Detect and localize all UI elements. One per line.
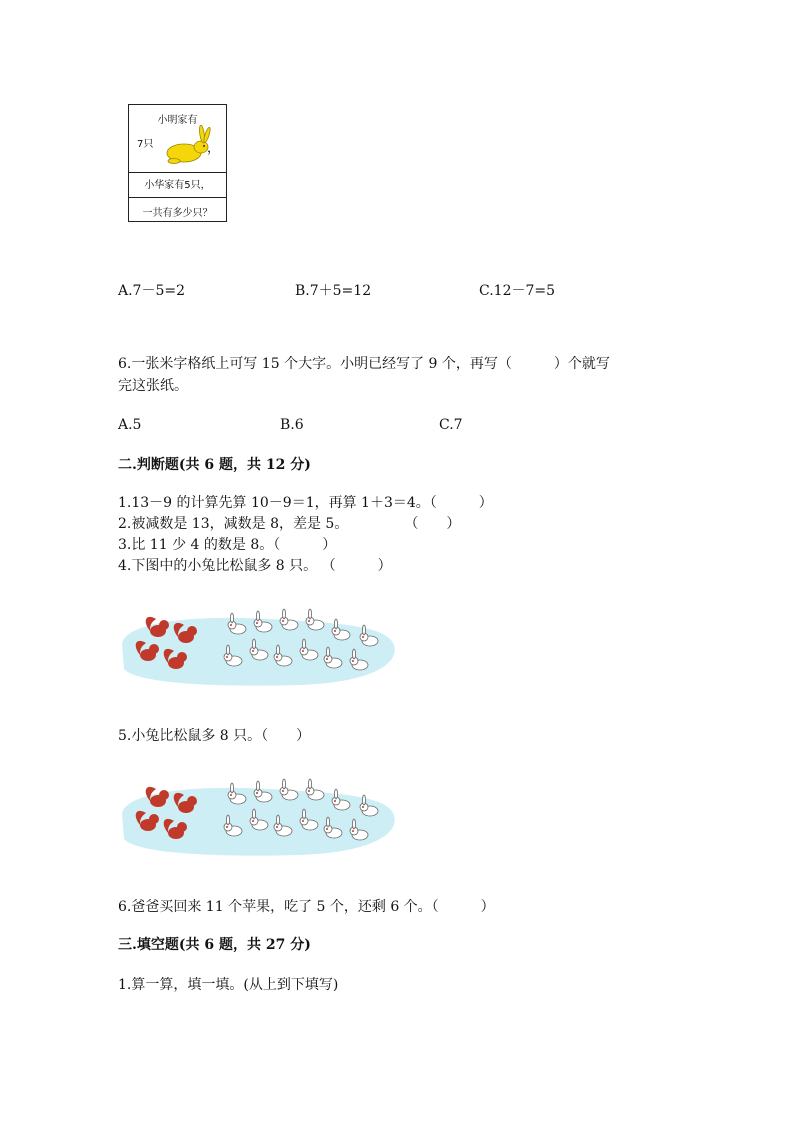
- word-problem-line-4: 一共有多少只？: [142, 208, 213, 219]
- section-2-title: 二.判断题(共 6 题，共 12 分): [118, 457, 311, 473]
- divider: [129, 172, 226, 173]
- q5-option-a: A.7－5=2: [118, 283, 186, 299]
- judge-item-4: 4.下图中的小兔比松鼠多 8 只。 （ ）: [118, 558, 392, 574]
- q6-text-line-2: 完这张纸。: [118, 378, 188, 394]
- yellow-rabbit-icon: [162, 125, 212, 165]
- word-problem-line-1: 小明家有: [157, 115, 198, 126]
- fill-item-1: 1.算一算，填一填。(从上到下填写): [118, 977, 339, 993]
- q6-option-b: B.6: [280, 417, 304, 433]
- judge-item-1: 1.13－9 的计算先算 10－9＝1，再算 1＋3＝4。（ ）: [118, 495, 493, 511]
- squirrels-rabbits-picture-2: [118, 773, 398, 858]
- squirrels-rabbits-picture-1: [118, 603, 398, 688]
- judge-item-2: 2.被减数是 13，减数是 8，差是 5。 （ ）: [118, 516, 461, 532]
- judge-item-6: 6.爸爸买回来 11 个苹果，吃了 5 个，还剩 6 个。（ ）: [118, 899, 495, 915]
- judge-item-5: 5.小兔比松鼠多 8 只。（ ）: [118, 728, 311, 744]
- word-problem-line-2-prefix: 7只: [137, 139, 154, 150]
- word-problem-comma: ，: [207, 141, 221, 156]
- q6-text-line-1: 6.一张米字格纸上可写 15 个大字。小明已经写了 9 个，再写（ ）个就写: [118, 356, 610, 372]
- divider: [129, 197, 226, 198]
- judge-item-3: 3.比 11 少 4 的数是 8。（ ）: [118, 537, 337, 553]
- q6-option-c: C.7: [439, 417, 463, 433]
- q5-option-b: B.7＋5=12: [295, 283, 372, 299]
- q5-option-c: C.12－7=5: [479, 283, 556, 299]
- q6-option-a: A.5: [118, 417, 142, 433]
- section-3-title: 三.填空题(共 6 题，共 27 分): [118, 937, 311, 953]
- word-problem-line-3: 小华家有5只，: [144, 180, 211, 191]
- word-problem-box: [128, 104, 227, 222]
